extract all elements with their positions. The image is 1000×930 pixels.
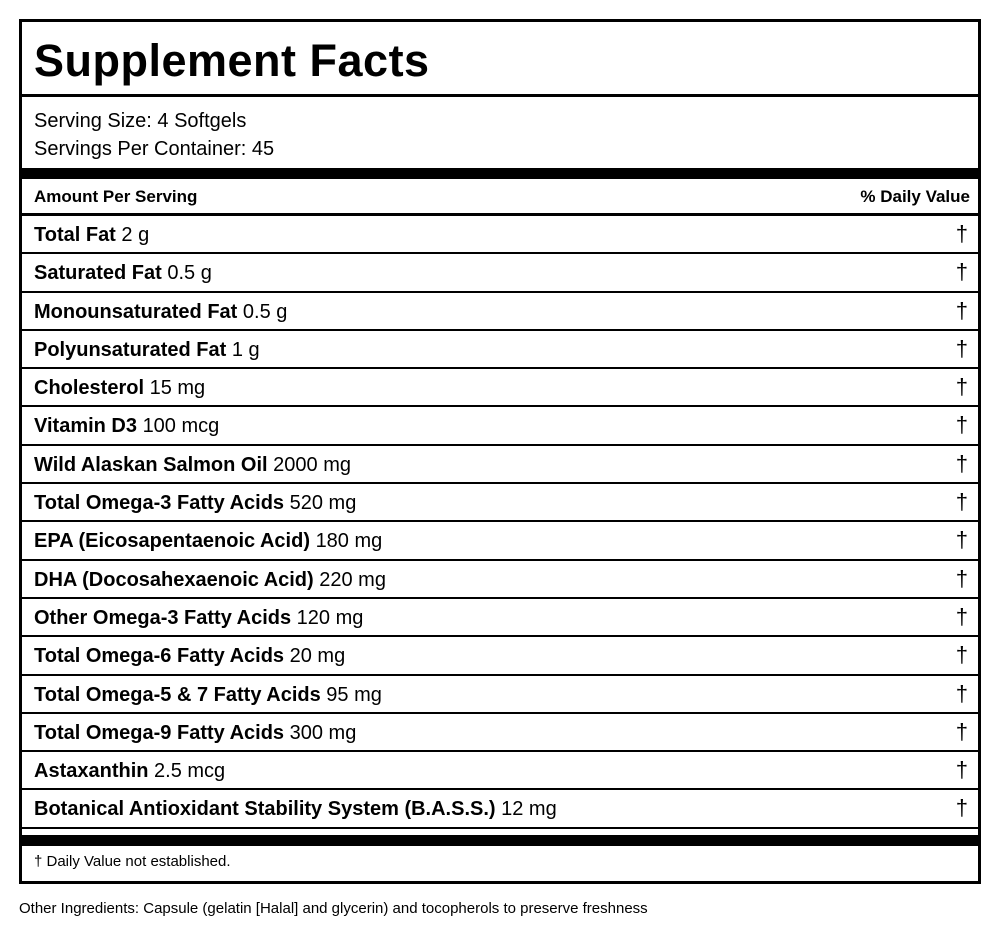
nutrient-name: Total Omega-6 Fatty Acids (34, 645, 285, 668)
nutrient-amount: 2 g (121, 224, 150, 246)
daily-value-dagger: † (955, 757, 968, 783)
nutrient-label (34, 568, 386, 592)
daily-value-dagger: † (955, 489, 968, 515)
serving-info (22, 97, 978, 167)
nutrient-name: Botanical Antioxidant Stability System (B.A.S.S.) (34, 798, 496, 821)
nutrient-rows (22, 216, 978, 829)
nutrient-label (34, 683, 382, 707)
daily-value-dagger: † (955, 335, 968, 361)
daily-value-dagger: † (955, 680, 968, 706)
nutrient-amount: 2000 mg (273, 453, 351, 476)
nutrient-amount: 180 mg (315, 530, 383, 553)
nutrient-label (34, 529, 382, 553)
table-row (22, 254, 978, 292)
nutrient-name: Polyunsaturated Fat (34, 338, 227, 361)
nutrient-amount: 1 g (231, 338, 260, 361)
nutrient-name: Cholesterol (34, 377, 145, 400)
thick-divider-top (22, 168, 978, 179)
nutrient-amount: 12 mg (501, 798, 557, 821)
nutrient-name: Total Fat (34, 224, 116, 246)
nutrient-name: Astaxanthin (34, 760, 149, 783)
nutrient-label (34, 606, 363, 630)
nutrient-amount: 0.5 g (242, 300, 288, 323)
nutrient-label (34, 721, 356, 745)
nutrient-name: Wild Alaskan Salmon Oil (34, 453, 268, 476)
nutrient-label (34, 453, 351, 477)
nutrient-name: Vitamin D3 (34, 415, 137, 438)
nutrient-label (34, 338, 260, 362)
footnote: † Daily Value not established. (34, 853, 231, 870)
table-row (22, 484, 978, 522)
nutrient-label (34, 644, 345, 668)
daily-value-header: % Daily Value (860, 187, 970, 206)
daily-value-dagger: † (955, 642, 968, 668)
nutrient-name: Total Omega-3 Fatty Acids (34, 492, 285, 515)
nutrient-label (34, 759, 225, 783)
nutrient-name: Total Omega-5 & 7 Fatty Acids (34, 683, 321, 706)
nutrient-name: Other Omega-3 Fatty Acids (34, 606, 292, 629)
table-row (22, 407, 978, 445)
servings-per-container: Servings Per Container: 45 (34, 138, 275, 160)
table-row (22, 790, 978, 828)
daily-value-dagger: † (955, 412, 968, 438)
table-row (22, 599, 978, 637)
nutrient-amount: 120 mg (296, 606, 364, 629)
nutrient-label (34, 223, 149, 247)
nutrient-name: Total Omega-9 Fatty Acids (34, 721, 285, 744)
table-row (22, 676, 978, 714)
nutrient-name: EPA (Eicosapentaenoic Acid) (34, 530, 310, 553)
nutrient-amount: 100 mcg (142, 415, 220, 438)
daily-value-dagger: † (955, 221, 968, 246)
daily-value-dagger: † (955, 297, 968, 323)
table-row (22, 216, 978, 254)
table-row (22, 752, 978, 790)
nutrient-label (34, 491, 356, 515)
daily-value-dagger: † (955, 527, 968, 553)
column-header-row (22, 179, 978, 216)
nutrient-label (34, 300, 287, 324)
nutrient-label (34, 797, 557, 821)
nutrient-amount: 15 mg (149, 377, 206, 400)
table-row (22, 331, 978, 369)
other-ingredients: Other Ingredients: Capsule (gelatin [Halal] and glycerin) and tocopherols to preserve freshness (19, 900, 648, 917)
daily-value-dagger: † (955, 603, 968, 629)
nutrient-amount: 2.5 mcg (154, 760, 226, 783)
nutrient-amount: 220 mg (319, 568, 386, 591)
thick-divider-bottom (22, 835, 978, 846)
title-row (22, 22, 978, 97)
daily-value-dagger: † (955, 718, 968, 744)
nutrient-label (34, 376, 205, 400)
nutrient-amount: 95 mg (326, 683, 382, 706)
nutrient-amount: 520 mg (289, 492, 357, 515)
table-row (22, 446, 978, 484)
nutrient-amount: 0.5 g (167, 262, 212, 285)
nutrient-name: Saturated Fat (34, 262, 162, 285)
nutrient-amount: 20 mg (289, 645, 346, 668)
table-row (22, 522, 978, 560)
daily-value-dagger: † (955, 795, 968, 821)
daily-value-dagger: † (955, 374, 968, 400)
daily-value-dagger: † (955, 565, 968, 591)
table-row (22, 561, 978, 599)
supplement-facts-panel (19, 19, 981, 884)
nutrient-amount: 300 mg (289, 721, 357, 744)
daily-value-dagger: † (955, 450, 968, 476)
table-row (22, 714, 978, 752)
table-row (22, 293, 978, 331)
daily-value-dagger: † (955, 259, 968, 285)
table-row (22, 637, 978, 675)
nutrient-label (34, 414, 219, 438)
table-row (22, 369, 978, 407)
amount-per-serving-header: Amount Per Serving (34, 187, 198, 206)
panel-title: Supplement Facts (34, 35, 430, 86)
nutrient-label (34, 261, 212, 285)
nutrient-name: Monounsaturated Fat (34, 300, 238, 323)
serving-size: Serving Size: 4 Softgels (34, 110, 247, 132)
nutrient-name: DHA (Docosahexaenoic Acid) (34, 568, 314, 591)
